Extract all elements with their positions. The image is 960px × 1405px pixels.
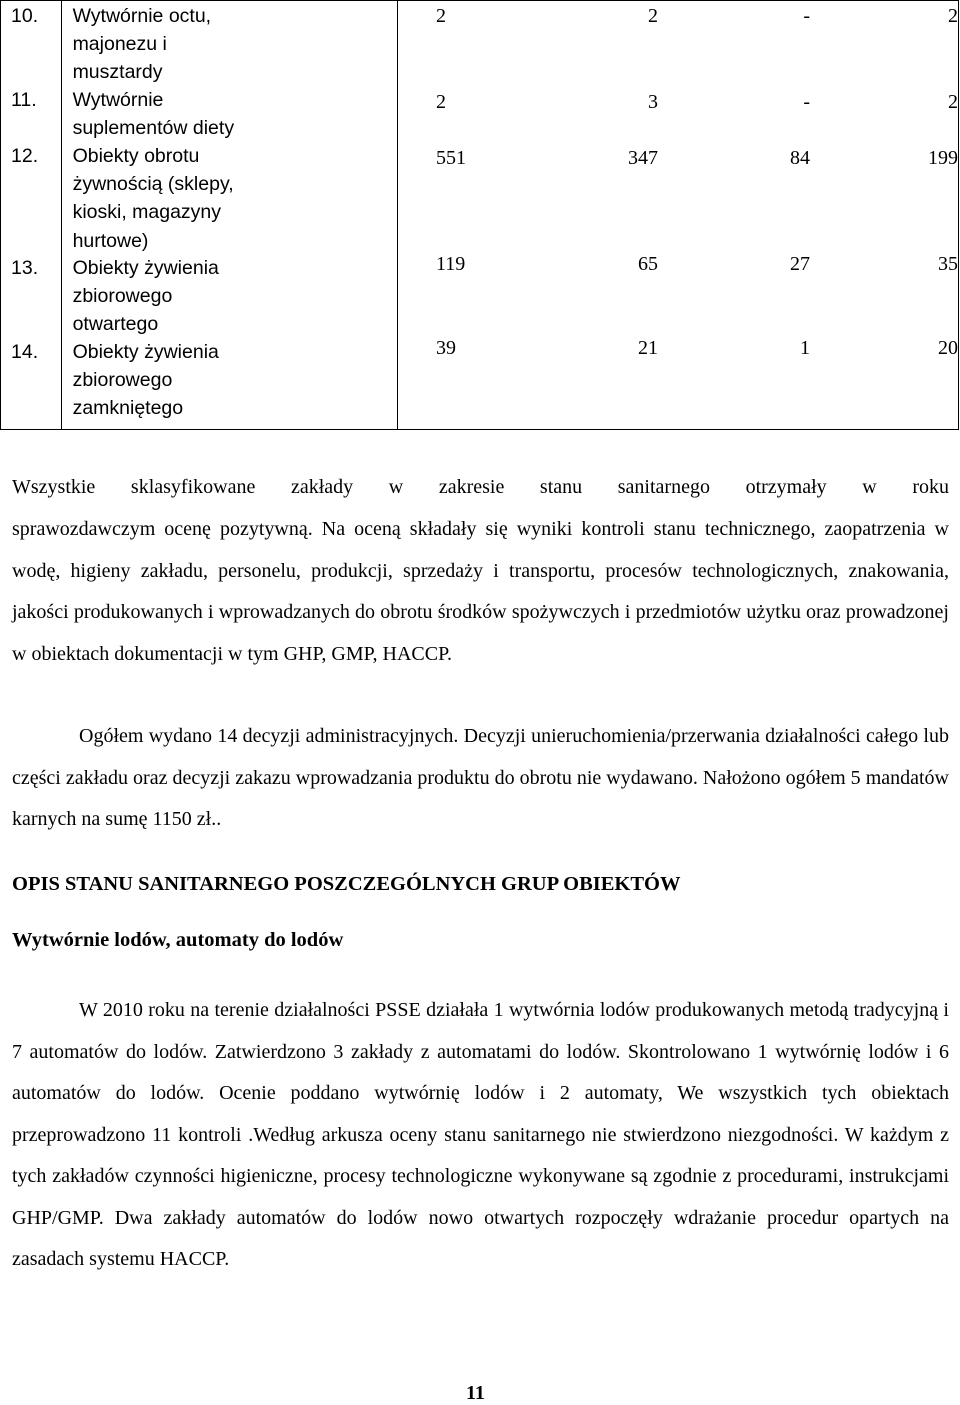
value-cell: 199 [928,147,958,169]
paragraph-decisions: Ogółem wydano 14 decyzji administracyjnych. Decyzji unieruchomienia/przerwania działalności całego lub części zakładu oraz decyzji zakazu wprowadzania produktu do obrotu nie wydawano. Nałożono ogółem 5 mandatów karnych na sumę 1150 zł.. [12,725,949,830]
value-cell: 35 [938,253,958,275]
paragraph-assessment: sprawozdawczym ocenę pozytywną. Na oceną składały się wyniki kontroli stanu technicznego, zaopatrzenia w wodę, higieny zakładu, personelu, produkcji, sprzedaży i transportu, procesów technologicznych, znakowania, jakości produkowanych i wprowadzanych do obrotu środków spożywczych i przedmiotów użytku oraz prowadzonej w obiektach dokumentacji w tym GHP, GMP, HACCP. [12,518,949,665]
page-number: 11 [466,1382,485,1404]
value-cell: 39 [436,337,456,359]
value-cell: 27 [790,253,810,275]
table-number-column [1,1,62,430]
table-row [398,85,958,141]
value-cell: - [803,5,810,27]
value-cell: 1 [800,337,810,359]
paragraph-assessment-line1: Wszystkie sklasyfikowane zakłady w zakresie stanu sanitarnego otrzymały w roku [12,476,949,498]
table-row [398,253,958,337]
value-cell: 2 [436,5,446,27]
value-cell: 2 [648,5,658,27]
table-row [398,141,958,253]
value-cell: 2 [948,5,958,27]
facility-name: Obiekty obrotu żywnością (sklepy, kioski, magazyny hurtowe) [72,145,234,252]
value-cell: 84 [790,147,810,169]
facilities-table [0,0,959,430]
table-name-column [61,1,397,430]
subsection-heading: Wytwórnie lodów, automaty do lodów [12,929,344,951]
value-cell: 65 [638,253,658,275]
value-cell: 347 [628,147,658,169]
value-cell: 20 [938,337,958,359]
facility-name: Obiekty żywienia zbiorowego zamkniętego [72,341,219,420]
row-number: 10. [11,5,39,27]
value-cell: - [803,91,810,113]
value-cell: 2 [948,91,958,113]
row-number: 12. [11,145,39,167]
row-number: 14. [11,341,39,363]
paragraph-ice-cream: W 2010 roku na terenie działalności PSSE działała 1 wytwórnia lodów produkowanych metodą tradycyjną i 7 automatów do lodów. Zatwierdzono 3 zakłady z automatami do lodów. Skontrolowano 1 wytwórnię lodów i 6 automatów do lodów. Ocenie poddano wytwórnię lodów i 2 automaty, We wszystkich tych obiektach przeprowadzono 11 kontroli .Według arkusza oceny stanu sanitarnego nie stwierdzono niezgodności. W każdym z tych zakładów czynności higieniczne, procesy technologiczne wykonywane są zgodnie z procedurami, instrukcjami GHP/GMP. Dwa zakłady automatów do lodów nowo otwartych rozpoczęły wdrażanie procedur opartych na zasadach systemu HACCP. [12,999,949,1270]
table-row [398,337,958,429]
facility-name: Wytwórnie suplementów diety [72,89,235,140]
row-number: 13. [11,257,39,279]
row-number: 11. [11,89,37,111]
value-cell: 3 [648,91,658,113]
table-values-column [398,1,959,430]
facility-name: Obiekty żywienia zbiorowego otwartego [72,257,219,336]
value-cell: 2 [436,91,446,113]
value-cell: 21 [638,337,658,359]
facility-name: Wytwórnie octu, majonezu i musztardy [72,5,212,84]
section-heading: OPIS STANU SANITARNEGO POSZCZEGÓLNYCH GRUP OBIEKTÓW [12,873,681,895]
value-cell: 551 [436,147,466,169]
value-cell: 119 [436,253,466,275]
table-row [398,1,958,85]
